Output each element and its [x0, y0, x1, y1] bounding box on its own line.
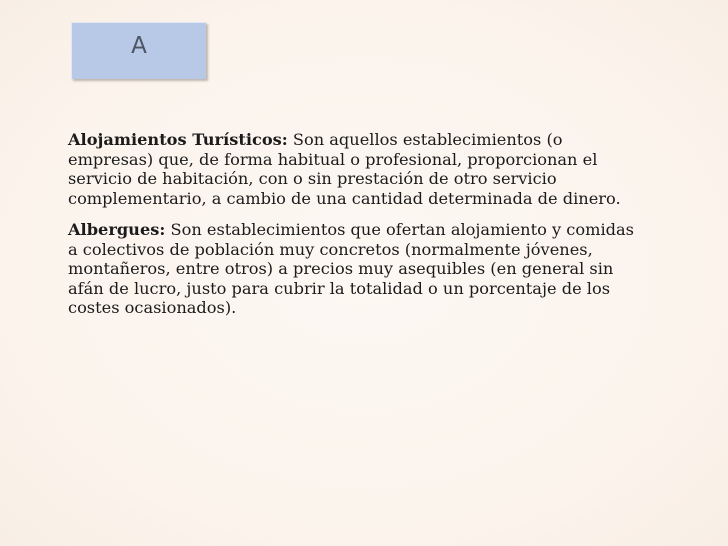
slide-body	[68, 130, 648, 330]
section-letter: A	[131, 33, 147, 59]
definition-paragraph-albergues	[68, 220, 648, 318]
definition-term: Albergues:	[68, 220, 166, 239]
definition-paragraph-alojamientos	[68, 130, 648, 208]
definition-term: Alojamientos Turísticos:	[68, 130, 288, 149]
definition-text: Son establecimientos que ofertan alojamiento y comidas a colectivos de población muy concretos (normalmente jóvenes, montañeros, entre otros) a precios muy asequibles (en general sin afán de lucro, justo para cubrir la totalidad o un porcentaje de los costes ocasionados).	[68, 220, 634, 317]
letter-header-box	[71, 22, 206, 79]
definition-text: Son aquellos establecimientos (o empresas) que, de forma habitual o profesional, proporcionan el servicio de habitación, con o sin prestación de otro servicio complementario, a cambio de una cantidad determinada de dinero.	[68, 130, 621, 208]
